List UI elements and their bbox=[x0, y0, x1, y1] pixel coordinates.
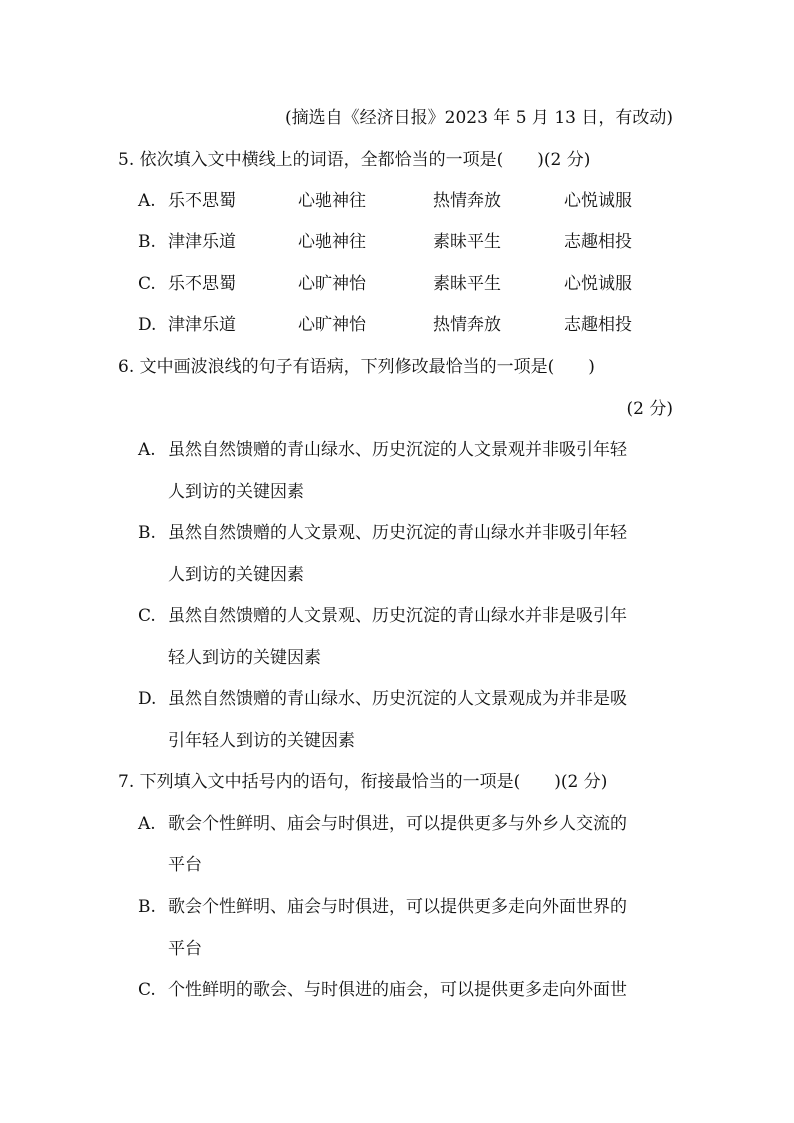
option-word: 心旷神怡 bbox=[298, 274, 366, 294]
question-7-option-b-text-cont: 平台 bbox=[168, 939, 202, 959]
option-word: 志趣相投 bbox=[564, 315, 632, 335]
question-5-option-b bbox=[138, 230, 698, 254]
option-word: 心驰神往 bbox=[298, 191, 366, 211]
question-6-option-d-text: 虽然自然馈赠的青山绿水、历史沉淀的人文景观成为并非是吸 bbox=[168, 689, 627, 709]
option-word: 热情奔放 bbox=[433, 191, 501, 211]
question-7-option-b-text: 歌会个性鲜明、庙会与时俱进，可以提供更多走向外面世界的 bbox=[168, 897, 627, 917]
question-6-stem: 6. 文中画波浪线的句子有语病，下列修改最恰当的一项是( ) bbox=[118, 357, 595, 377]
option-word: 乐不思蜀 bbox=[168, 191, 236, 211]
option-word: 心悦诚服 bbox=[564, 191, 632, 211]
question-6-option-d-text-cont: 引年轻人到访的关键因素 bbox=[168, 731, 355, 751]
source-citation: (摘选自《经济日报》2023 年 5 月 13 日，有改动) bbox=[285, 108, 673, 128]
question-7-option-a-text-cont: 平台 bbox=[168, 855, 202, 875]
option-word: 素昧平生 bbox=[433, 274, 501, 294]
question-5-option-c bbox=[138, 272, 698, 296]
question-6-option-a-text: 虽然自然馈赠的青山绿水、历史沉淀的人文景观并非吸引年轻 bbox=[168, 440, 627, 460]
option-word: 心驰神往 bbox=[298, 232, 366, 252]
question-7-option-a-letter: A. bbox=[138, 814, 156, 834]
question-6-score: (2 分) bbox=[626, 399, 673, 419]
option-word: 心旷神怡 bbox=[298, 315, 366, 335]
question-5-option-d bbox=[138, 313, 698, 337]
option-word: 素昧平生 bbox=[433, 232, 501, 252]
option-word: 志趣相投 bbox=[564, 232, 632, 252]
question-7-stem: 7. 下列填入文中括号内的语句，衔接最恰当的一项是( )(2 分) bbox=[118, 772, 608, 792]
question-6-option-a-text-cont: 人到访的关键因素 bbox=[168, 482, 304, 502]
question-7-option-a-text: 歌会个性鲜明、庙会与时俱进，可以提供更多与外乡人交流的 bbox=[168, 814, 627, 834]
question-6-option-a-letter: A. bbox=[138, 440, 156, 460]
question-6-option-c-letter: C. bbox=[138, 606, 156, 626]
option-letter: A. bbox=[138, 191, 156, 211]
option-word: 津津乐道 bbox=[168, 232, 236, 252]
question-5-stem: 5. 依次填入文中横线上的词语，全都恰当的一项是( )(2 分) bbox=[118, 150, 591, 170]
option-word: 热情奔放 bbox=[433, 315, 501, 335]
option-word: 心悦诚服 bbox=[564, 274, 632, 294]
question-6-option-c-text-cont: 轻人到访的关键因素 bbox=[168, 648, 321, 668]
question-6-option-b-letter: B. bbox=[138, 523, 156, 543]
question-5-option-a bbox=[138, 189, 698, 213]
question-6-option-c-text: 虽然自然馈赠的人文景观、历史沉淀的青山绿水并非是吸引年 bbox=[168, 606, 627, 626]
option-word: 津津乐道 bbox=[168, 315, 236, 335]
question-6-option-d-letter: D. bbox=[138, 689, 157, 709]
question-6-option-b-text-cont: 人到访的关键因素 bbox=[168, 565, 304, 585]
question-7-option-b-letter: B. bbox=[138, 897, 156, 917]
question-7-option-c-letter: C. bbox=[138, 980, 156, 1000]
question-6-option-b-text: 虽然自然馈赠的人文景观、历史沉淀的青山绿水并非吸引年轻 bbox=[168, 523, 627, 543]
option-letter: C. bbox=[138, 274, 156, 294]
option-letter: B. bbox=[138, 232, 156, 252]
option-letter: D. bbox=[138, 315, 157, 335]
question-7-option-c-text: 个性鲜明的歌会、与时俱进的庙会，可以提供更多走向外面世 bbox=[168, 980, 627, 1000]
option-word: 乐不思蜀 bbox=[168, 274, 236, 294]
